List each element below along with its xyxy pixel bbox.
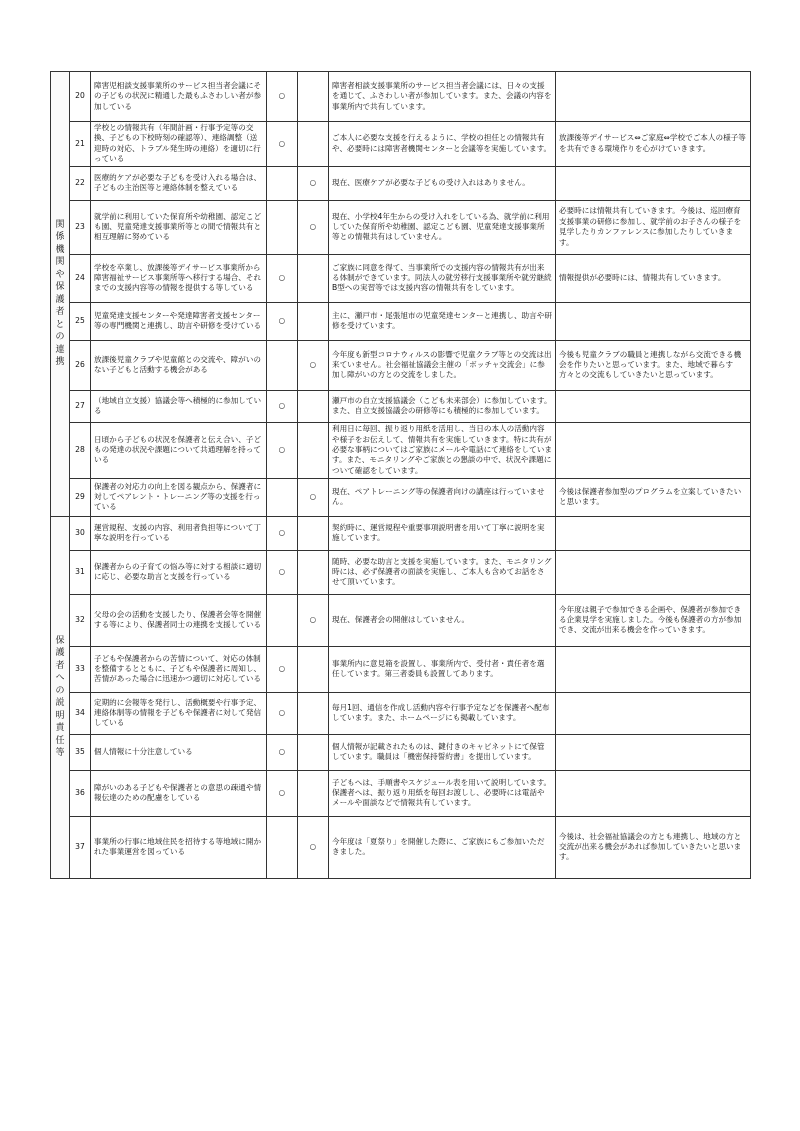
yes-mark: ○	[267, 302, 298, 340]
table-row	[51, 166, 751, 200]
no-mark	[298, 646, 329, 692]
evaluation-table	[50, 71, 751, 879]
improvement-text: 放課後等デイサービス⇔ご家庭⇔学校でご本人の様子等を共有できる環境作りを心がけていきます。	[556, 122, 751, 167]
item-number: 29	[70, 478, 91, 516]
question-text: 学校を卒業し、放課後等デイサービス事業所から障害福祉サービス事業所等へ移行する場合、それまでの支援内容等の情報を提供する等している	[91, 254, 267, 302]
question-text: 運営規程、支援の内容、利用者負担等について丁寧な説明を行っている	[91, 516, 267, 550]
improvement-text	[556, 734, 751, 770]
improvement-text: 今後は保護者参加型のプログラムを立案していきたいと思います。	[556, 478, 751, 516]
question-text: 定期的に会報等を発行し、活動概要や行事予定、連絡体制等の情報を子どもや保護者に対して発信している	[91, 692, 267, 734]
no-mark	[298, 734, 329, 770]
table-body	[51, 72, 751, 879]
improvement-text	[556, 302, 751, 340]
category-cell	[51, 72, 70, 517]
yes-mark: ○	[267, 254, 298, 302]
no-mark: ○	[298, 340, 329, 390]
improvement-text: 今後も児童クラブの職員と連携しながら交流できる機会を作りたいと思っています。また、地域で暮らす方々との交流もしていきたいと思っています。	[556, 340, 751, 390]
table-row	[51, 422, 751, 478]
no-mark: ○	[298, 816, 329, 878]
item-number: 33	[70, 646, 91, 692]
improvement-text: 今後は、社会福祉協議会の方とも連携し、地域の方と交流が出来る機会があれば参加していきたいと思います。	[556, 816, 751, 878]
no-mark	[298, 770, 329, 816]
table-row	[51, 122, 751, 167]
item-number: 20	[70, 72, 91, 122]
improvement-text: 情報提供が必要時には、情報共有していきます。	[556, 254, 751, 302]
no-mark: ○	[298, 200, 329, 254]
table-row	[51, 816, 751, 878]
no-mark: ○	[298, 594, 329, 646]
status-text: 今年度は「夏祭り」を開催した際に、ご家族にもご参加いただきました。	[329, 816, 556, 878]
status-text: 障害者相談支援事業所のサービス担当者会議には、日々の支援を通じて、ふさわしい者が参加しています。また、会議の内容を事業所内で共有しています。	[329, 72, 556, 122]
yes-mark	[267, 200, 298, 254]
table-row	[51, 302, 751, 340]
improvement-text	[556, 550, 751, 594]
question-text: 障害児相談支援事業所のサービス担当者会議にその子どもの状況に精通した最もふさわしい者が参加している	[91, 72, 267, 122]
improvement-text: 必要時には情報共有していきます。今後は、巡回療育支援事業の研修に参加し、就学前のお子さんの様子を見学したりカンファレンスに参加したりしていきます。	[556, 200, 751, 254]
question-text: 就学前に利用していた保育所や幼稚園、認定こども園、児童発達支援事業所等との間で情報共有と相互理解に努めている	[91, 200, 267, 254]
status-text: ご家族に同意を得て、当事業所での支援内容の情報共有が出来る体制ができています。同法人の就労移行支援事業所や就労継続B型への実習等では支援内容の情報共有をしています。	[329, 254, 556, 302]
status-text: 利用日に毎回、振り返り用紙を活用し、当日の本人の活動内容や様子をお伝えして、情報共有を実施していきます。特に共有が必要な事柄についてはご家族にメールや電話にて連絡をしています。また、モニタリングやご家族との懇談の中で、状況や課題について確認をしています。	[329, 422, 556, 478]
table-row	[51, 594, 751, 646]
table-row	[51, 516, 751, 550]
question-text: 事業所の行事に地域住民を招待する等地域に開かれた事業運営を図っている	[91, 816, 267, 878]
item-number: 21	[70, 122, 91, 167]
table-row	[51, 340, 751, 390]
no-mark	[298, 390, 329, 422]
yes-mark	[267, 816, 298, 878]
table-row	[51, 390, 751, 422]
item-number: 28	[70, 422, 91, 478]
status-text: 契約時に、運営規程や重要事項説明書を用いて丁寧に説明を実施しています。	[329, 516, 556, 550]
status-text: 主に、瀬戸市・尾張旭市の児童発達センターと連携し、助言や研修を受けています。	[329, 302, 556, 340]
yes-mark: ○	[267, 692, 298, 734]
no-mark	[298, 122, 329, 167]
category-cell	[51, 516, 70, 878]
item-number: 34	[70, 692, 91, 734]
no-mark	[298, 254, 329, 302]
status-text: 事業所内に意見箱を設置し、事業所内で、受付者・責任者を選任しています。第三者委員も設置してあります。	[329, 646, 556, 692]
item-number: 26	[70, 340, 91, 390]
question-text: 障がいのある子どもや保護者との意思の疎通や情報伝達のための配慮をしている	[91, 770, 267, 816]
item-number: 36	[70, 770, 91, 816]
no-mark: ○	[298, 478, 329, 516]
status-text: 個人情報が記載されたものは、鍵付きのキャビネットにて保管しています。職員は「機密保持誓約書」を提出しています。	[329, 734, 556, 770]
improvement-text	[556, 422, 751, 478]
question-text: 保護者からの子育ての悩み等に対する相談に適切に応じ、必要な助言と支援を行っている	[91, 550, 267, 594]
no-mark	[298, 550, 329, 594]
status-text: 現在、保護者会の開催はしていません。	[329, 594, 556, 646]
improvement-text	[556, 390, 751, 422]
yes-mark: ○	[267, 734, 298, 770]
question-text: 児童発達支援センターや発達障害者支援センター等の専門機関と連携し、助言や研修を受けている	[91, 302, 267, 340]
status-text: ご本人に必要な支援を行えるように、学校の担任との情報共有や、必要時には障害者機関センターと会議等を実施しています。	[329, 122, 556, 167]
yes-mark: ○	[267, 390, 298, 422]
question-text: 父母の会の活動を支援したり、保護者会等を開催する等により、保護者同士の連携を支援している	[91, 594, 267, 646]
status-text: 現在、ペアトレーニング等の保護者向けの講座は行っていません。	[329, 478, 556, 516]
table-row	[51, 254, 751, 302]
yes-mark: ○	[267, 72, 298, 122]
table-row	[51, 550, 751, 594]
status-text: 今年度も新型コロナウィルスの影響で児童クラブ等との交流は出来ていません。社会福祉協議会主催の「ボッチャ交流会」に参加し障がいの方との交流をしました。	[329, 340, 556, 390]
table-row	[51, 734, 751, 770]
table-row	[51, 72, 751, 122]
item-number: 37	[70, 816, 91, 878]
status-text: 現在、医療ケアが必要な子どもの受け入れはありません。	[329, 166, 556, 200]
yes-mark: ○	[267, 516, 298, 550]
item-number: 32	[70, 594, 91, 646]
status-text: 随時、必要な助言と支援を実施しています。また、モニタリング時には、必ず保護者の面談を実施し、ご本人も含めてお話をさせて頂いています。	[329, 550, 556, 594]
question-text: 放課後児童クラブや児童館との交流や、障がいのない子どもと活動する機会がある	[91, 340, 267, 390]
improvement-text	[556, 770, 751, 816]
yes-mark	[267, 594, 298, 646]
item-number: 24	[70, 254, 91, 302]
yes-mark: ○	[267, 646, 298, 692]
yes-mark	[267, 340, 298, 390]
table-row	[51, 478, 751, 516]
question-text: 医療的ケアが必要な子どもを受け入れる場合は、子どもの主治医等と連絡体制を整えている	[91, 166, 267, 200]
item-number: 35	[70, 734, 91, 770]
improvement-text	[556, 646, 751, 692]
question-text: 保護者の対応力の向上を図る観点から、保護者に対してペアレント・トレーニング等の支援を行っている	[91, 478, 267, 516]
item-number: 25	[70, 302, 91, 340]
no-mark	[298, 692, 329, 734]
item-number: 31	[70, 550, 91, 594]
no-mark	[298, 72, 329, 122]
category-label: 保護者への説明責任等	[55, 635, 65, 759]
question-text: 学校との情報共有（年間計画・行事予定等の交換、子どもの下校時刻の確認等）、連絡調整（送迎時の対応、トラブル発生時の連絡）を適切に行っている	[91, 122, 267, 167]
yes-mark: ○	[267, 122, 298, 167]
improvement-text	[556, 692, 751, 734]
improvement-text	[556, 72, 751, 122]
category-label: 関係機関や保護者との連携	[55, 219, 65, 368]
question-text: 日頃から子どもの状況を保護者と伝え合い、子どもの発達の状況や課題について共通理解を持っている	[91, 422, 267, 478]
no-mark	[298, 302, 329, 340]
item-number: 22	[70, 166, 91, 200]
table-row	[51, 200, 751, 254]
status-text: 毎月1回、通信を作成し活動内容や行事予定などを保護者へ配布しています。また、ホームページにも掲載しています。	[329, 692, 556, 734]
yes-mark: ○	[267, 550, 298, 594]
table-row	[51, 692, 751, 734]
question-text: （地域自立支援）協議会等へ積極的に参加している	[91, 390, 267, 422]
no-mark	[298, 422, 329, 478]
yes-mark: ○	[267, 770, 298, 816]
status-text: 子どもへは、手順書やスケジュール表を用いて説明しています。保護者へは、振り返り用紙を毎回お渡しし、必要時には電話やメールや面談などで情報共有しています。	[329, 770, 556, 816]
improvement-text	[556, 166, 751, 200]
no-mark: ○	[298, 166, 329, 200]
item-number: 30	[70, 516, 91, 550]
table-row	[51, 646, 751, 692]
yes-mark	[267, 166, 298, 200]
status-text: 現在、小学校4年生からの受け入れをしている為、就学前に利用していた保育所や幼稚園、認定こども園、児童発達支援事業所等との情報共有はしていません。	[329, 200, 556, 254]
yes-mark: ○	[267, 422, 298, 478]
table-row	[51, 770, 751, 816]
question-text: 個人情報に十分注意している	[91, 734, 267, 770]
improvement-text	[556, 516, 751, 550]
yes-mark	[267, 478, 298, 516]
no-mark	[298, 516, 329, 550]
item-number: 27	[70, 390, 91, 422]
question-text: 子どもや保護者からの苦情について、対応の体制を整備するとともに、子どもや保護者に周知し、苦情があった場合に迅速かつ適切に対応している	[91, 646, 267, 692]
improvement-text: 今年度は親子で参加できる企画や、保護者が参加できる企業見学を実施しました。今後も保護者の方が参加でき、交流が出来る機会を作っていきます。	[556, 594, 751, 646]
item-number: 23	[70, 200, 91, 254]
status-text: 瀬戸市の自立支援協議会（こども未来部会）に参加しています。また、自立支援協議会の研修等にも積極的に参加しています。	[329, 390, 556, 422]
